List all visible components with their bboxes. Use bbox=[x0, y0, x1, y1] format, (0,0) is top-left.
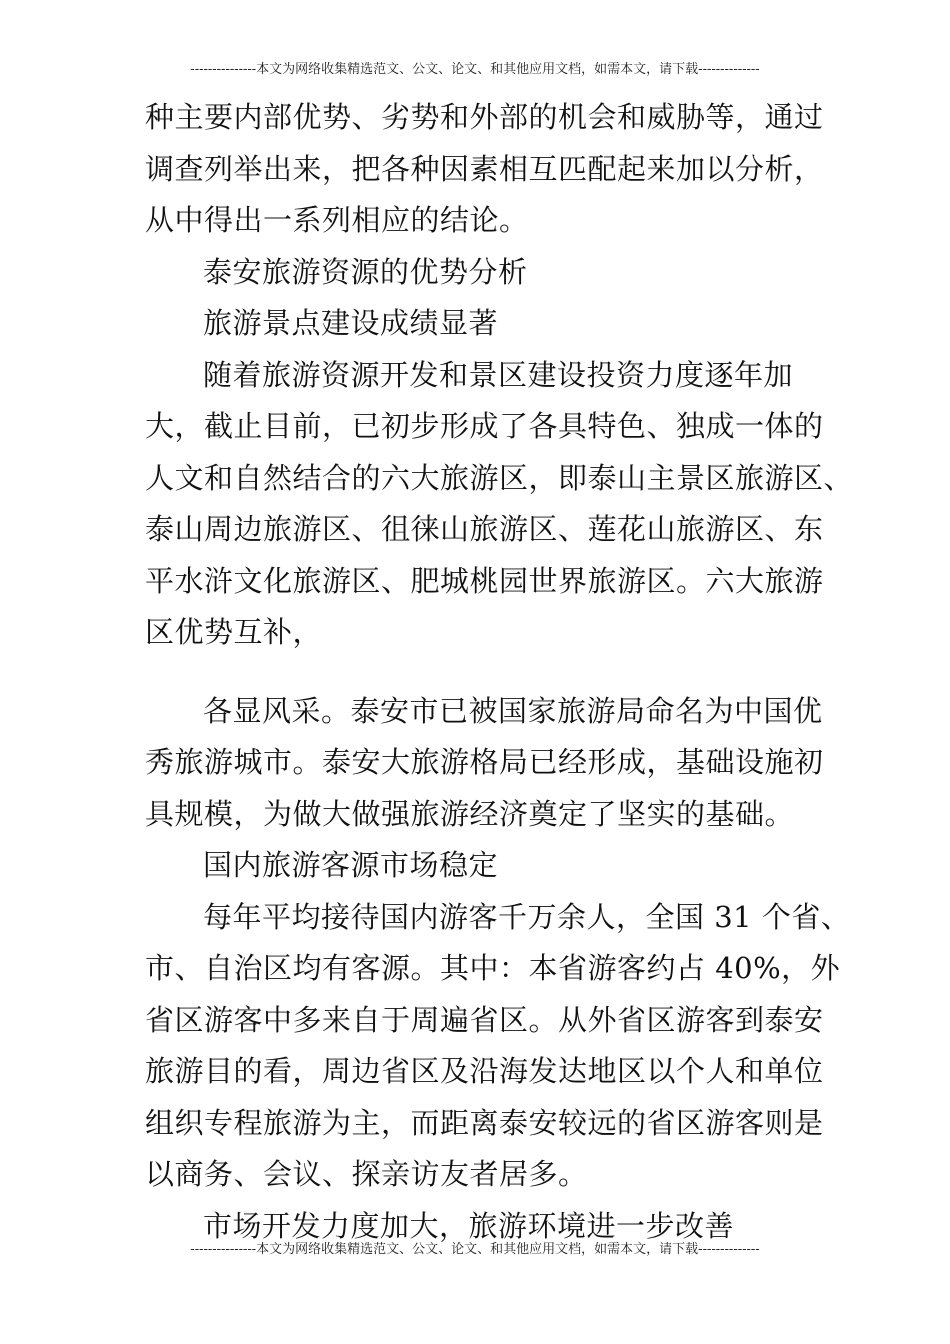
paragraph-line: 旅游目的看，周边省区及沿海发达地区以个人和单位 bbox=[145, 1054, 824, 1088]
paragraph-line: 每年平均接待国内游客千万余人，全国 31 个省、 bbox=[203, 899, 851, 934]
paragraph-line: 省区游客中多来自于周遍省区。从外省区游客到泰安 bbox=[145, 1002, 824, 1037]
paragraph-line: 从中得出一系列相应的结论。 bbox=[145, 203, 529, 237]
paragraph-line: 市、自治区均有客源。其中：本省游客约占 40%，外 bbox=[145, 951, 841, 985]
paragraph-line: 人文和自然结合的六大旅游区，即泰山主景区旅游区、 bbox=[145, 460, 854, 495]
paragraph-line: 泰山周边旅游区、徂徕山旅游区、莲花山旅游区、东 bbox=[145, 512, 824, 546]
page-header: ---------------本文为网络收集精选范文、公文、论文、和其他应用文档，如需本文，请下载-------------- bbox=[190, 62, 760, 77]
paragraph-line: 组织专程旅游为主，而距离泰安较远的省区游客则是 bbox=[145, 1105, 824, 1140]
paragraph-line: 平水浒文化旅游区、肥城桃园世界旅游区。六大旅游 bbox=[145, 563, 824, 598]
page-footer: ---------------本文为网络收集精选范文、公文、论文、和其他应用文档，如需本文，请下载-------------- bbox=[190, 1242, 760, 1257]
paragraph-line: 种主要内部优势、劣势和外部的机会和威胁等，通过 bbox=[145, 100, 824, 134]
paragraph-line: 秀旅游城市。泰安大旅游格局已经形成，基础设施初 bbox=[145, 745, 824, 779]
section-heading: 泰安旅游资源的优势分析 bbox=[203, 254, 528, 289]
document-body bbox=[145, 92, 854, 1252]
paragraph-line: 大，截止目前，已初步形成了各具特色、独成一体的 bbox=[145, 409, 824, 443]
subsection-heading: 旅游景点建设成绩显著 bbox=[203, 306, 499, 340]
paragraph-line: 具规模，为做大做强旅游经济奠定了坚实的基础。 bbox=[145, 796, 795, 831]
subsection-heading: 国内旅游客源市场稳定 bbox=[203, 848, 499, 882]
paragraph-line: 各显风采。泰安市已被国家旅游局命名为中国优 bbox=[203, 693, 823, 728]
paragraph-line: 区优势互补， bbox=[145, 615, 323, 649]
paragraph-line: 调查列举出来，把各种因素相互匹配起来加以分析， bbox=[145, 151, 824, 186]
paragraph-line: 随着旅游资源开发和景区建设投资力度逐年加 bbox=[203, 357, 794, 392]
subsection-heading: 市场开发力度加大，旅游环境进一步改善 bbox=[203, 1208, 735, 1243]
paragraph-gap bbox=[145, 659, 810, 686]
paragraph-line: 以商务、会议、探亲访友者居多。 bbox=[145, 1157, 588, 1191]
